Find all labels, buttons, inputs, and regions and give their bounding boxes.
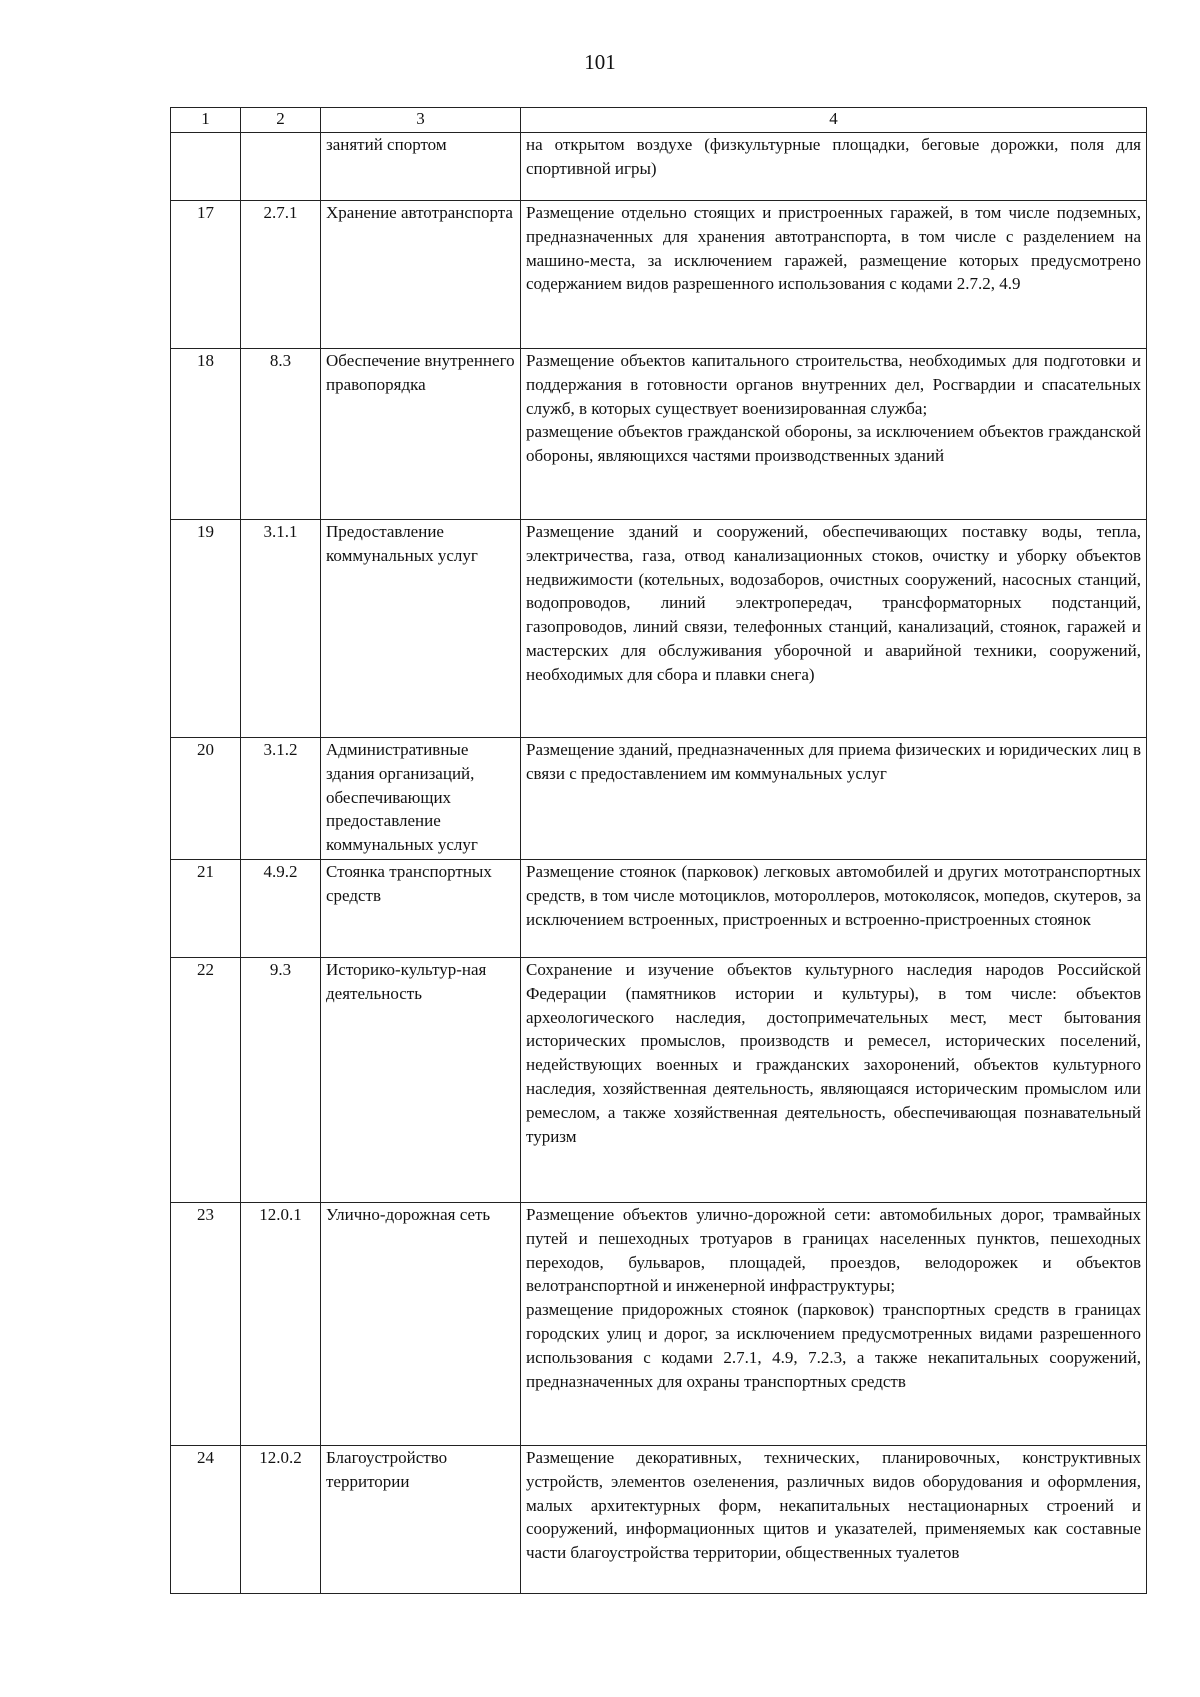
description-paragraph: Сохранение и изучение объектов культурного наследия народов Российской Федерации (памятников истории и культуры), в том числе: объектов археологического наследия, достопримечательных мест, мест бытования исторических промыслов, производств и ремесел, исторических поселений, недействующих военных и гражданских захоронений, объектов культурного наследия, хозяйственная деятельность, являющаяся историческим промыслом или ремеслом, а также хозяйственная деятельность, обеспечивающая познавательный туризм — [526, 960, 1141, 1146]
row-number: 19 — [171, 520, 241, 738]
row-code — [241, 133, 321, 201]
row-name: занятий спортом — [321, 133, 521, 201]
row-name: Хранение автотранспорта — [321, 201, 521, 349]
row-description — [521, 133, 1147, 201]
table-row — [171, 520, 1147, 738]
row-description — [521, 201, 1147, 349]
table-row — [171, 738, 1147, 860]
table-row — [171, 133, 1147, 201]
table-body — [171, 133, 1147, 1594]
table-row — [171, 1446, 1147, 1594]
description-paragraph: Размещение объектов капитального строительства, необходимых для подготовки и поддержания в готовности органов внутренних дел, Росгвардии и спасательных служб, в которых существует военизированная служба; — [526, 351, 1141, 418]
description-paragraph: на открытом воздухе (физкультурные площадки, беговые дорожки, поля для спортивной игры) — [526, 135, 1141, 178]
row-code: 3.1.2 — [241, 738, 321, 860]
table-row — [171, 201, 1147, 349]
row-description — [521, 520, 1147, 738]
row-description — [521, 738, 1147, 860]
row-code: 9.3 — [241, 958, 321, 1203]
row-number: 21 — [171, 860, 241, 958]
description-paragraph: Размещение зданий и сооружений, обеспечивающих поставку воды, тепла, электричества, газа, отвод канализационных стоков, очистку и уборку объектов недвижимости (котельных, водозаборов, очистных сооружений, насосных станций, водопроводов, линий электропередач, трансформаторных подстанций, газопроводов, линий связи, телефонных станций, канализаций, стоянок, гаражей и мастерских для обслуживания уборочной и аварийной техники, сооружений, необходимых для сбора и плавки снега) — [526, 522, 1141, 684]
row-name: Административные здания организаций, обеспечивающих предоставление коммунальных услуг — [321, 738, 521, 860]
row-code: 12.0.1 — [241, 1203, 321, 1446]
row-name: Обеспечение внутреннего правопорядка — [321, 349, 521, 520]
description-paragraph: Размещение объектов улично-дорожной сети: автомобильных дорог, трамвайных путей и пешеходных тротуаров в границах населенных пунктов, пешеходных переходов, бульваров, площадей, проездов, велодорожек и объектов велотранспортной и инженерной инфраструктуры; — [526, 1205, 1141, 1296]
page-number: 101 — [584, 50, 616, 74]
row-description — [521, 1446, 1147, 1594]
table-row — [171, 1203, 1147, 1446]
row-number: 23 — [171, 1203, 241, 1446]
row-number: 22 — [171, 958, 241, 1203]
row-code: 12.0.2 — [241, 1446, 321, 1594]
table-row — [171, 958, 1147, 1203]
description-paragraph: Размещение стоянок (парковок) легковых автомобилей и других мототранспортных средств, в том числе мотоциклов, мотороллеров, мотоколясок, мопедов, скутеров, за исключением встроенных, пристроенных и встроенно-пристроенных стоянок — [526, 862, 1141, 929]
header-col-4: 4 — [521, 108, 1147, 133]
row-number: 20 — [171, 738, 241, 860]
row-name: Благоустройство территории — [321, 1446, 521, 1594]
row-code: 8.3 — [241, 349, 321, 520]
row-name: Историко-культур-ная деятельность — [321, 958, 521, 1203]
header-col-3: 3 — [321, 108, 521, 133]
table-header-row — [171, 108, 1147, 133]
table-row — [171, 349, 1147, 520]
description-paragraph: Размещение зданий, предназначенных для приема физических и юридических лиц в связи с предоставлением им коммунальных услуг — [526, 740, 1141, 783]
row-name: Улично-дорожная сеть — [321, 1203, 521, 1446]
description-paragraph: размещение объектов гражданской обороны, за исключением объектов гражданской обороны, являющихся частями производственных зданий — [526, 422, 1141, 466]
row-description — [521, 958, 1147, 1203]
description-paragraph: размещение придорожных стоянок (парковок) транспортных средств в границах городских улиц и дорог, за исключением предусмотренных видами разрешенного использования с кодами 2.7.1, 4.9, 7.2.3, а также некапитальных сооружений, предназначенных для охраны транспортных средств — [526, 1300, 1141, 1391]
row-number: 18 — [171, 349, 241, 520]
header-col-2: 2 — [241, 108, 321, 133]
header-col-1: 1 — [171, 108, 241, 133]
row-number: 17 — [171, 201, 241, 349]
row-name: Стоянка транспортных средств — [321, 860, 521, 958]
row-description — [521, 860, 1147, 958]
description-paragraph: Размещение декоративных, технических, планировочных, конструктивных устройств, элементов озеленения, различных видов оборудования и оформления, малых архитектурных форм, некапитальных нестационарных строений и сооружений, информационных щитов и указателей, применяемых как составные части благоустройства территории, общественных туалетов — [526, 1448, 1141, 1563]
row-code: 3.1.1 — [241, 520, 321, 738]
land-use-table — [170, 107, 1147, 1594]
row-number: 24 — [171, 1446, 241, 1594]
row-code: 4.9.2 — [241, 860, 321, 958]
table-row — [171, 860, 1147, 958]
row-code: 2.7.1 — [241, 201, 321, 349]
row-name: Предоставление коммунальных услуг — [321, 520, 521, 738]
description-paragraph: Размещение отдельно стоящих и пристроенных гаражей, в том числе подземных, предназначенных для хранения автотранспорта, в том числе с разделением на машино-места, за исключением гаражей, размещение которых предусмотрено содержанием видов разрешенного использования с кодами 2.7.2, 4.9 — [526, 203, 1141, 294]
row-description — [521, 1203, 1147, 1446]
row-description — [521, 349, 1147, 520]
row-number — [171, 133, 241, 201]
